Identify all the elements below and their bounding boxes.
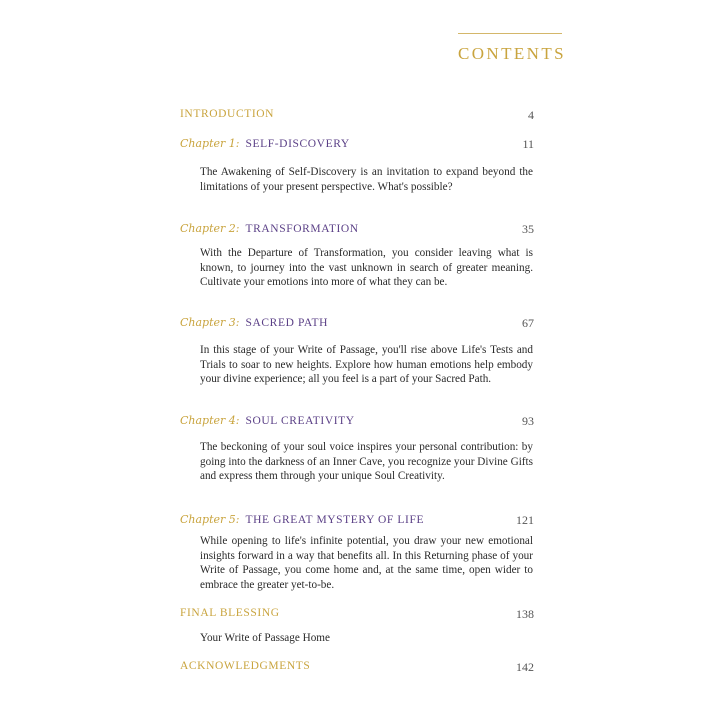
chapter-prefix: Chapter 4: xyxy=(180,414,240,427)
chapter-3-description xyxy=(200,343,533,387)
entry-heading xyxy=(180,137,350,150)
toc-entry-chapter-3[interactable] xyxy=(180,316,534,334)
toc-entry-chapter-2[interactable] xyxy=(180,222,534,240)
chapter-prefix: Chapter 3: xyxy=(180,316,240,329)
toc-entry-chapter-1[interactable] xyxy=(180,137,534,155)
chapter-5-description xyxy=(200,534,533,592)
toc-entry-introduction[interactable] xyxy=(180,108,534,126)
entry-page-number: 67 xyxy=(522,316,534,330)
entry-label: SELF-DISCOVERY xyxy=(245,138,350,150)
title-rule xyxy=(458,33,562,34)
description-text: While opening to life's infinite potential, you draw your new emotional insights forward in a way that benefits all. In this Returning phase of your Write of Passage, you come home and, at the same time, open wider to embrace the greater yet-to-be. xyxy=(200,535,533,591)
entry-label: INTRODUCTION xyxy=(180,108,275,120)
chapter-prefix: Chapter 5: xyxy=(180,513,240,526)
description-text: Your Write of Passage Home xyxy=(200,632,330,644)
toc-entry-acknowledgments[interactable] xyxy=(180,660,534,678)
entry-page-number: 121 xyxy=(516,513,534,527)
chapter-2-description xyxy=(200,246,533,290)
entry-page-number: 93 xyxy=(522,414,534,428)
toc-entry-final-blessing[interactable] xyxy=(180,607,534,625)
toc-entry-chapter-5[interactable] xyxy=(180,513,534,531)
chapter-prefix: Chapter 1: xyxy=(180,137,240,150)
entry-label: SOUL CREATIVITY xyxy=(245,415,355,427)
entry-label: THE GREAT MYSTERY OF LIFE xyxy=(245,514,425,526)
description-text: With the Departure of Transformation, you consider leaving what is known, to journey into the vast unknown in search of greater meaning. Cultivate your emotions into more of what they can be. xyxy=(200,247,533,289)
page-title: CONTENTS xyxy=(458,44,566,63)
final-blessing-description xyxy=(200,631,533,646)
entry-page-number: 142 xyxy=(516,660,534,674)
entry-heading xyxy=(180,513,424,526)
entry-page-number: 4 xyxy=(528,108,534,122)
entry-page-number: 11 xyxy=(522,137,534,151)
entry-page-number: 138 xyxy=(516,607,534,621)
entry-heading xyxy=(180,316,328,329)
chapter-prefix: Chapter 2: xyxy=(180,222,240,235)
chapter-4-description xyxy=(200,440,533,484)
entry-heading xyxy=(180,222,359,235)
entry-label: FINAL BLESSING xyxy=(180,607,280,619)
description-text: The Awakening of Self-Discovery is an invitation to expand beyond the limitations of your present perspective. What's possible? xyxy=(200,166,533,193)
entry-label: ACKNOWLEDGMENTS xyxy=(180,660,311,672)
entry-label: TRANSFORMATION xyxy=(245,223,359,235)
entry-page-number: 35 xyxy=(522,222,534,236)
description-text: The beckoning of your soul voice inspires your personal contribution: by going into the darkness of an Inner Cave, you recognize your Divine Gifts and express them through your unique Soul Creativity. xyxy=(200,441,533,483)
chapter-1-description xyxy=(200,165,533,194)
toc-entry-chapter-4[interactable] xyxy=(180,414,534,432)
entry-heading xyxy=(180,414,355,427)
entry-label: SACRED PATH xyxy=(245,317,329,329)
description-text: In this stage of your Write of Passage, you'll rise above Life's Tests and Trials to soar to new heights. Explore how human emotions help embody your divine experience; all you feel is a part of your Sacred Path. xyxy=(200,344,533,386)
